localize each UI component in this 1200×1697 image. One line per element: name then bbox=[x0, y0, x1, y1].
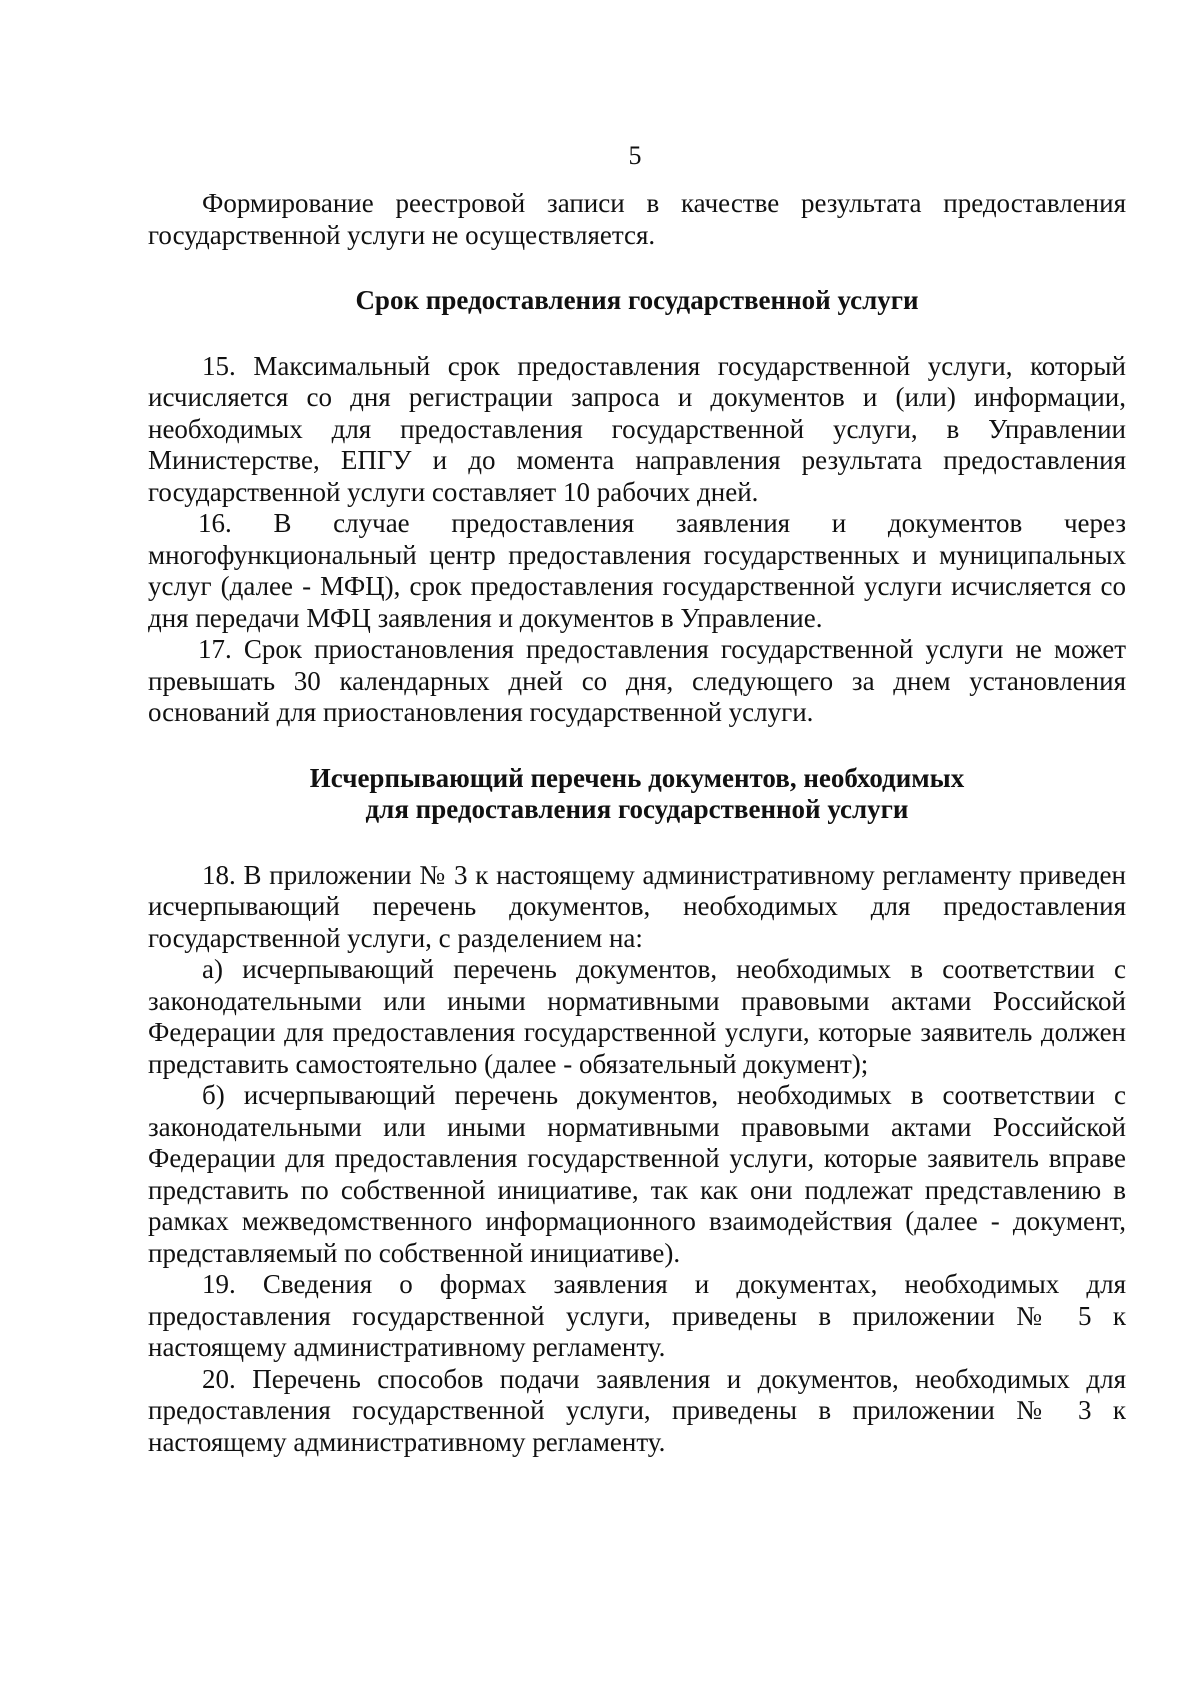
section-heading-service-term bbox=[148, 285, 1126, 317]
paragraph-registry-record: Формирование реестровой записи в качестве результата предоставления государственной услуги не осуществляется. bbox=[148, 188, 1126, 250]
document-body bbox=[148, 188, 1126, 1458]
paragraph-19: 19. Сведения о формах заявления и документах, необходимых для предоставления государственной услуги, приведены в приложении № 5 к настоящему административному регламенту. bbox=[148, 1269, 1126, 1362]
paragraph-17: 17. Срок приостановления предоставления государственной услуги не может превышать 30 календарных дней со дня, следующего за днем установления оснований для приостановления государственной услуги. bbox=[148, 634, 1126, 727]
section-heading-documents-list bbox=[148, 763, 1126, 826]
page-number: 5 bbox=[628, 141, 642, 170]
paragraph-15: 15. Максимальный срок предоставления государственной услуги, который исчисляется со дня регистрации запроса и документов и (или) информации, необходимых для предоставления государственной услуги, в Управлении Министерстве, ЕПГУ и до момента направления результата предоставления государственной услуги составляет 10 рабочих дней. bbox=[148, 350, 1126, 507]
heading-line: Срок предоставления государственной услуги bbox=[355, 285, 919, 315]
heading-line: Исчерпывающий перечень документов, необходимых bbox=[309, 762, 965, 793]
paragraph-18b: б) исчерпывающий перечень документов, необходимых в соответствии с законодательными или иными нормативными правовыми актами Российской Федерации для предоставления государственной услуги, которые заявитель вправе представить по собственной инициативе, так как они подлежат представлению в рамках межведомственного информационного взаимодействия (далее - документ, представляемый по собственной инициативе). bbox=[148, 1080, 1126, 1268]
paragraph-18: 18. В приложении № 3 к настоящему административному регламенту приведен исчерпывающий перечень документов, необходимых для предоставления государственной услуги, с разделением на: bbox=[148, 859, 1126, 953]
heading-line: для предоставления государственной услуги bbox=[365, 794, 909, 824]
paragraph-16: 16. В случае предоставления заявления и документов через многофункциональный центр предоставления государственных и муниципальных услуг (далее - МФЦ), срок предоставления государственной услуги исчисляется со дня передачи МФЦ заявления и документов в Управление. bbox=[148, 508, 1126, 633]
paragraph-18a: а) исчерпывающий перечень документов, необходимых в соответствии с законодательными или иными нормативными правовыми актами Российской Федерации для предоставления государственной услуги, которые заявитель должен представить самостоятельно (далее - обязательный документ); bbox=[148, 954, 1126, 1079]
paragraph-20: 20. Перечень способов подачи заявления и документов, необходимых для предоставления государственной услуги, приведены в приложении № 3 к настоящему административному регламенту. bbox=[148, 1363, 1126, 1457]
